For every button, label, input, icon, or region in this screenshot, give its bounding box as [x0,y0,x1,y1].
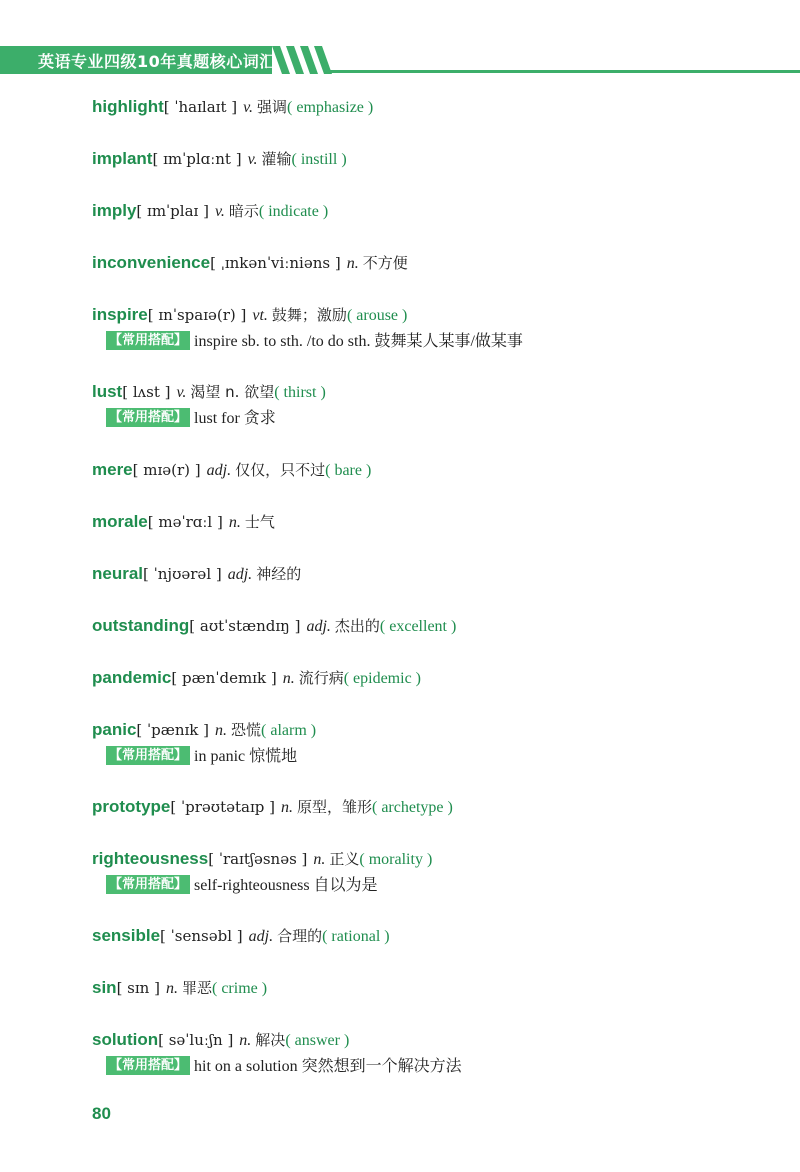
vocab-entry [92,509,782,535]
part-of-speech: adj. [306,618,331,635]
synonym: ( archetype ) [372,799,453,816]
phonetic: [ aʊtˈstændɪŋ ] [189,617,301,635]
headword: outstanding [92,616,190,635]
entry-headline [92,250,782,276]
chinese-meaning: 罪恶 [181,979,212,997]
vocab-entry [92,794,782,820]
part-of-speech: v. [243,99,254,116]
book-title: 英语专业四级10年真题核心词汇 [38,52,276,71]
headword: imply [92,201,137,220]
collocation-text: inspire sb. to sth. /to do sth. 鼓舞某人某事/做某事 [194,333,523,350]
collocation-tag: 【常用搭配】 [106,408,190,427]
phonetic: [ ɪnˈspaɪə(r) ] [147,306,247,324]
vocab-entry [92,302,782,354]
collocation-tag: 【常用搭配】 [106,746,190,765]
synonym: ( thirst ) [274,384,326,401]
collocation-line [92,743,782,769]
part-of-speech: v. [176,384,187,401]
phonetic: [ ˈpænɪk ] [136,721,210,739]
part-of-speech: n. [228,514,241,531]
headword: morale [92,512,148,531]
chinese-meaning: 士气 [244,513,275,531]
synonym: ( answer ) [285,1032,350,1049]
chinese-meaning: 灌输 [261,150,292,168]
entry-headline [92,923,782,949]
vocab-entry [92,717,782,769]
part-of-speech: v. [247,151,258,168]
chinese-meaning: 暗示 [228,202,259,220]
phonetic: [ məˈrɑːl ] [147,513,223,531]
collocation-text: in panic 惊慌地 [194,748,298,765]
phonetic: [ ɪmˈplɑːnt ] [152,150,242,168]
entry-headline [92,794,782,820]
vocab-entry [92,146,782,172]
synonym: ( instill ) [291,151,347,168]
synonym: ( rational ) [322,928,390,945]
part-of-speech: n. [346,255,359,272]
part-of-speech: n. [313,851,326,868]
headword: sensible [92,926,161,945]
part-of-speech: n. [282,670,295,687]
vocab-entry [92,379,782,431]
synonym: ( alarm ) [261,722,317,739]
phonetic: [ pænˈdemɪk ] [171,669,277,687]
part-of-speech: adj. [248,928,274,945]
phonetic: [ ˈraɪtʃəsnəs ] [208,850,308,868]
chinese-meaning: 仅仅，只不过 [235,461,326,479]
entry-headline [92,846,782,872]
entry-headline [92,975,782,1001]
phonetic: [ ˈhaɪlaɪt ] [163,98,238,116]
collocation-tag: 【常用搭配】 [106,331,190,350]
collocation-text: lust for 贪求 [194,410,276,427]
part-of-speech: adj. [227,566,253,583]
headword: inconvenience [92,253,211,272]
entry-headline [92,146,782,172]
headword: highlight [92,97,164,116]
vocab-entry [92,613,782,639]
entry-headline [92,665,782,691]
part-of-speech: vt. [252,307,268,324]
chinese-meaning: 正义 [329,850,360,868]
headword: solution [92,1030,159,1049]
vocab-entry [92,665,782,691]
running-header [0,46,800,74]
headword: panic [92,720,137,739]
vocab-entry [92,457,782,483]
synonym: ( bare ) [325,462,372,479]
vocab-entry [92,846,782,898]
synonym: ( arouse ) [346,307,408,324]
entry-headline [92,379,782,405]
phonetic: [ ˈprəʊtətaɪp ] [170,798,275,816]
synonym: ( indicate ) [258,203,329,220]
chinese-meaning: 强调 [257,98,288,116]
part-of-speech: n. [215,722,228,739]
part-of-speech: adj. [206,462,232,479]
entry-headline [92,94,782,120]
collocation-line [92,872,782,898]
phonetic: [ lʌst ] [122,383,171,401]
chinese-meaning: 合理的 [277,927,323,945]
synonym: ( excellent ) [379,618,457,635]
header-rule [330,70,800,73]
page-number: 80 [92,1104,111,1123]
vocab-entry [92,198,782,224]
phonetic: [ səˈluːʃn ] [158,1031,234,1049]
entry-headline [92,509,782,535]
chinese-meaning: 杰出的 [334,617,380,635]
chinese-meaning: 鼓舞；激励 [271,306,347,324]
headword: neural [92,564,144,583]
chinese-meaning: 原型，雏形 [296,798,372,816]
vocab-entry [92,561,782,587]
part-of-speech: n. [165,980,178,997]
headword: lust [92,382,123,401]
collocation-line [92,405,782,431]
vocab-entry [92,1027,782,1079]
phonetic: [ mɪə(r) ] [132,461,201,479]
chinese-meaning: 渴望 n. 欲望 [190,383,275,401]
collocation-tag: 【常用搭配】 [106,1056,190,1075]
entry-headline [92,302,782,328]
headword: prototype [92,797,171,816]
phonetic: [ ˌɪnkənˈviːniəns ] [210,254,341,272]
entry-headline [92,561,782,587]
headword: righteousness [92,849,209,868]
headword: mere [92,460,133,479]
headword: inspire [92,305,148,324]
entry-headline [92,457,782,483]
chinese-meaning: 解决 [255,1031,286,1049]
headword: pandemic [92,668,172,687]
chinese-meaning: 不方便 [362,254,408,272]
vocab-entry [92,923,782,949]
collocation-line [92,1053,782,1079]
phonetic: [ ˈsensəbl ] [160,927,243,945]
entry-headline [92,198,782,224]
collocation-text: hit on a solution 突然想到一个解决方法 [194,1058,462,1075]
part-of-speech: n. [239,1032,252,1049]
synonym: ( epidemic ) [343,670,421,687]
header-stripes-icon [268,46,338,74]
chinese-meaning: 神经的 [256,565,302,583]
phonetic: [ ˈnjʊərəl ] [143,565,222,583]
collocation-tag: 【常用搭配】 [106,875,190,894]
synonym: ( crime ) [211,980,268,997]
chinese-meaning: 流行病 [298,669,344,687]
chinese-meaning: 恐慌 [231,721,262,739]
synonym: ( emphasize ) [287,99,374,116]
entry-headline [92,717,782,743]
vocab-entry [92,975,782,1001]
vocab-entry [92,94,782,120]
synonym: ( morality ) [359,851,433,868]
collocation-text: self-righteousness 自以为是 [194,877,378,894]
headword: sin [92,978,117,997]
entry-headline [92,1027,782,1053]
entry-headline [92,613,782,639]
vocab-entry [92,250,782,276]
phonetic: [ ɪmˈplaɪ ] [136,202,209,220]
headword: implant [92,149,153,168]
part-of-speech: v. [214,203,225,220]
collocation-line [92,328,782,354]
phonetic: [ sɪn ] [116,979,160,997]
part-of-speech: n. [280,799,293,816]
